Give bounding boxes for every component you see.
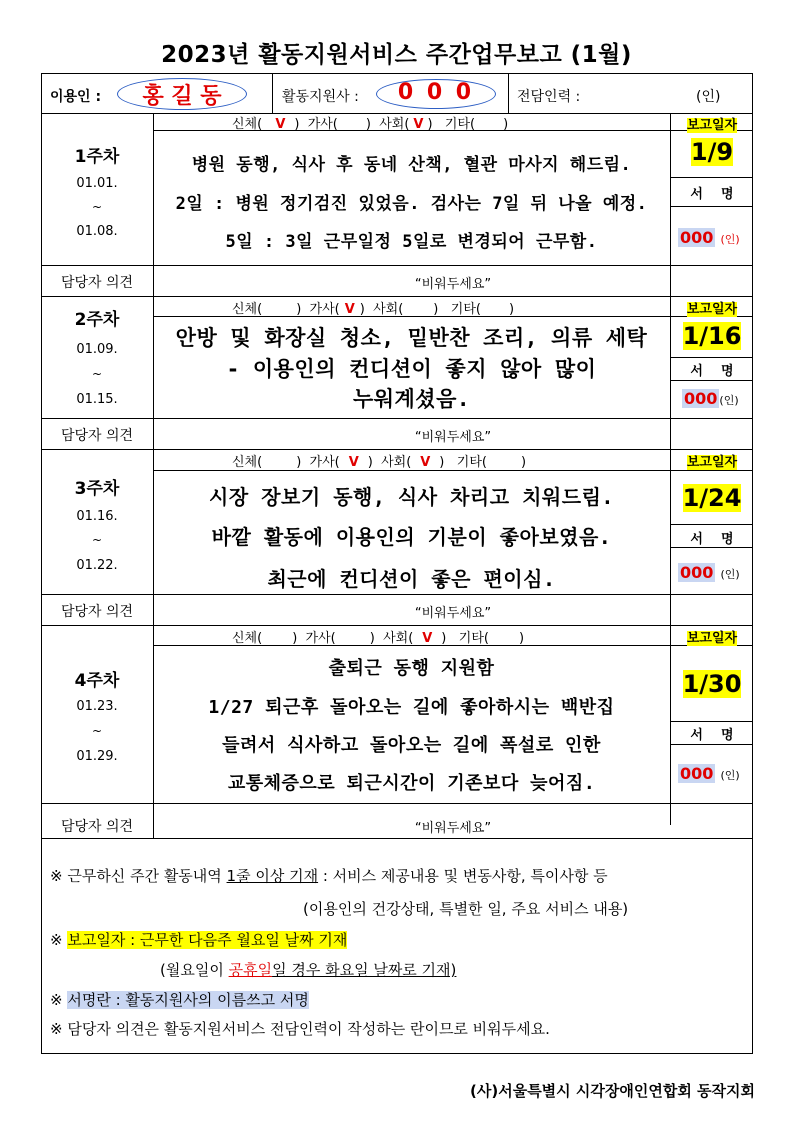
category-checks <box>232 451 526 470</box>
check-social: V <box>420 455 431 470</box>
check-social: V <box>413 117 424 132</box>
check-social: V <box>422 631 433 646</box>
cat-social-label: 사회( <box>383 631 414 646</box>
note-holiday: 공휴일 <box>228 961 273 979</box>
activity-line: 1/27 퇴근후 돌아오는 길에 좋아하시는 백반집 <box>208 697 615 718</box>
sign-label: 서 명 <box>690 364 734 379</box>
divider <box>41 265 753 266</box>
category-checks <box>232 298 514 317</box>
manager-opinion-text: “비워두세요” <box>414 606 492 621</box>
check-house: V <box>348 455 359 470</box>
report-date-value: 1/24 <box>682 484 742 512</box>
cat-other-label: 기타( <box>450 302 481 317</box>
week-tilde: ~ <box>91 724 103 738</box>
sign-seal: (인) <box>720 769 740 782</box>
note-line <box>50 989 309 1010</box>
footer-organization: (사)서울특별시 시각장애인연합회 동작지회 <box>470 1082 755 1100</box>
cat-close: ) <box>503 117 509 132</box>
page-title: 2023년 활동지원서비스 주간업무보고 (1월) <box>161 42 632 68</box>
activity-line: 최근에 컨디션이 좋은 편이심. <box>267 567 556 591</box>
manager-opinion-label: 담당자 의견 <box>60 275 134 291</box>
note-line: (이용인의 건강상태, 특별한 일, 주요 서비스 내용) <box>303 900 629 918</box>
sign-name: 000 <box>684 389 718 408</box>
divider <box>41 838 753 839</box>
activity-line: 교통체증으로 퇴근시간이 기존보다 늦어짐. <box>227 773 596 794</box>
cat-close: ) <box>296 455 302 470</box>
report-date-label: 보고일자 <box>686 455 738 470</box>
manager-opinion-label: 담당자 의견 <box>60 604 134 620</box>
check-house: V <box>344 302 355 317</box>
cat-close: ) <box>433 302 439 317</box>
note-text: (월요일이 <box>160 961 229 979</box>
week-tilde: ~ <box>91 200 103 214</box>
cat-close: ) <box>369 631 375 646</box>
cat-body-label: 신체( <box>232 455 263 470</box>
staff-label: 전담인력 : <box>517 89 581 105</box>
user-name: 홍 길 동 <box>142 84 222 109</box>
divider <box>153 113 154 838</box>
cat-close: ) <box>441 631 447 646</box>
divider <box>670 206 753 207</box>
activity-line: 5일 : 3일 근무일정 5일로 변경되어 근무함. <box>225 232 598 252</box>
note-line <box>50 929 347 950</box>
sign-name: 000 <box>680 228 714 247</box>
note-text: : 서비스 제공내용 및 변동사항, 특이사항 등 <box>318 867 608 885</box>
activity-line: 들려서 식사하고 돌아오는 길에 폭설로 인한 <box>222 735 601 756</box>
report-date-label: 보고일자 <box>686 118 738 133</box>
cat-body-label: 신체( <box>232 631 263 646</box>
note-text: ※ <box>50 991 68 1009</box>
week-from: 01.23. <box>76 699 118 714</box>
activity-line: - 이용인의 컨디션이 좋지 않아 많이 <box>226 357 597 381</box>
week-to: 01.29. <box>76 749 118 764</box>
note-line <box>50 865 608 886</box>
cat-close: ) <box>439 455 445 470</box>
week-to: 01.15. <box>76 392 118 407</box>
cat-close: ) <box>294 117 300 132</box>
assistant-label: 활동지원사 : <box>282 89 359 105</box>
divider <box>153 470 753 471</box>
week-from: 01.09. <box>76 342 118 357</box>
sign-seal: (인) <box>720 233 740 246</box>
cat-close: ) <box>508 302 515 317</box>
manager-opinion-label: 담당자 의견 <box>60 819 134 835</box>
divider <box>41 594 753 595</box>
user-label: 이용인 : <box>50 89 102 105</box>
category-checks <box>232 113 508 132</box>
cat-close: ) <box>427 117 433 132</box>
activity-line: 바깥 활동에 이용인의 기분이 좋아보였음. <box>211 525 612 549</box>
divider <box>41 625 753 626</box>
cat-body-label: 신체( <box>232 302 263 317</box>
manager-opinion-text: “비워두세요” <box>414 430 492 445</box>
cat-other-label: 기타( <box>456 455 487 470</box>
divider <box>41 296 753 297</box>
cat-close: ) <box>367 455 373 470</box>
divider <box>670 380 753 381</box>
cat-house-label: 가사( <box>305 631 336 646</box>
category-checks <box>232 627 524 646</box>
divider <box>41 803 753 804</box>
sign-label: 서 명 <box>690 187 734 202</box>
cat-close: ) <box>359 302 365 317</box>
assistant-name: 0 0 0 <box>397 80 475 105</box>
divider <box>41 418 753 419</box>
activity-line: 누워계셨음. <box>352 387 471 411</box>
report-date-label: 보고일자 <box>686 631 738 646</box>
week-tilde: ~ <box>91 533 103 547</box>
sign-label: 서 명 <box>690 728 734 743</box>
staff-seal: (인) <box>696 89 721 105</box>
week-tilde: ~ <box>91 367 103 381</box>
cat-house-label: 가사( <box>309 302 340 317</box>
note-text: 일 경우 화요일 날짜로 기재) <box>272 961 457 979</box>
cat-close: ) <box>292 631 298 646</box>
activity-line: 시장 장보기 동행, 식사 차리고 치워드림. <box>209 485 614 509</box>
activity-line: 병원 동행, 식사 후 동네 산책, 혈관 마사지 해드림. <box>191 155 632 175</box>
sign-name: 000 <box>680 764 714 783</box>
divider <box>670 721 753 722</box>
manager-opinion-text: “비워두세요” <box>414 821 492 836</box>
check-body: V <box>275 117 286 132</box>
cat-house-label: 가사( <box>309 455 340 470</box>
sign-name: 000 <box>680 563 714 582</box>
week-label: 1주차 <box>74 147 120 167</box>
divider <box>670 547 753 548</box>
report-date-value: 1/9 <box>690 138 734 166</box>
week-from: 01.16. <box>76 509 118 524</box>
cat-other-label: 기타( <box>444 117 476 132</box>
activity-line: 안방 및 화장실 청소, 밑반찬 조리, 의류 세탁 <box>175 326 648 350</box>
report-date-label: 보고일자 <box>686 302 738 317</box>
cat-social-label: 사회( <box>373 302 404 317</box>
sign-label: 서 명 <box>690 532 734 547</box>
cat-house-label: 가사( <box>307 117 338 132</box>
cat-other-label: 기타( <box>458 631 489 646</box>
week-label: 2주차 <box>74 310 120 330</box>
note-text: ※ <box>50 931 68 949</box>
cat-body-label: 신체( <box>232 117 263 132</box>
cat-social-label: 사회( <box>381 455 412 470</box>
sign-seal: (인) <box>719 394 739 407</box>
manager-opinion-label: 담당자 의견 <box>60 428 134 444</box>
note-text: ※ 근무하신 주간 활동내역 <box>50 867 227 885</box>
cat-close: ) <box>296 302 302 317</box>
note-line <box>160 959 456 980</box>
week-label: 3주차 <box>74 479 120 499</box>
note-highlight: 보고일자 : 근무한 다음주 월요일 날짜 기재 <box>67 931 348 949</box>
divider <box>508 73 509 113</box>
report-date-value: 1/30 <box>682 670 742 698</box>
divider <box>670 744 753 745</box>
cat-close: ) <box>518 631 525 646</box>
cat-close: ) <box>520 455 527 470</box>
cat-social-label: 사회( <box>379 117 410 132</box>
divider <box>670 524 753 525</box>
divider <box>670 177 753 178</box>
week-to: 01.08. <box>76 224 118 239</box>
sign-seal: (인) <box>720 568 740 581</box>
divider <box>272 73 273 113</box>
activity-line: 2일 : 병원 정기검진 있었음. 검사는 7일 뒤 나올 예정. <box>175 194 648 214</box>
divider <box>41 449 753 450</box>
report-date-value: 1/16 <box>682 322 742 350</box>
week-from: 01.01. <box>76 176 118 191</box>
note-emphasis: 1줄 이상 기재 <box>226 867 319 885</box>
manager-opinion-text: “비워두세요” <box>414 277 492 292</box>
week-to: 01.22. <box>76 558 118 573</box>
cat-close: ) <box>365 117 371 132</box>
note-highlight: 서명란 : 활동지원사의 이름쓰고 서명 <box>67 991 309 1009</box>
note-line: ※ 담당자 의견은 활동지원서비스 전담인력이 작성하는 란이므로 비워두세요. <box>50 1020 550 1038</box>
activity-line: 출퇴근 동행 지원함 <box>328 658 495 679</box>
divider <box>670 357 753 358</box>
week-label: 4주차 <box>74 671 120 691</box>
